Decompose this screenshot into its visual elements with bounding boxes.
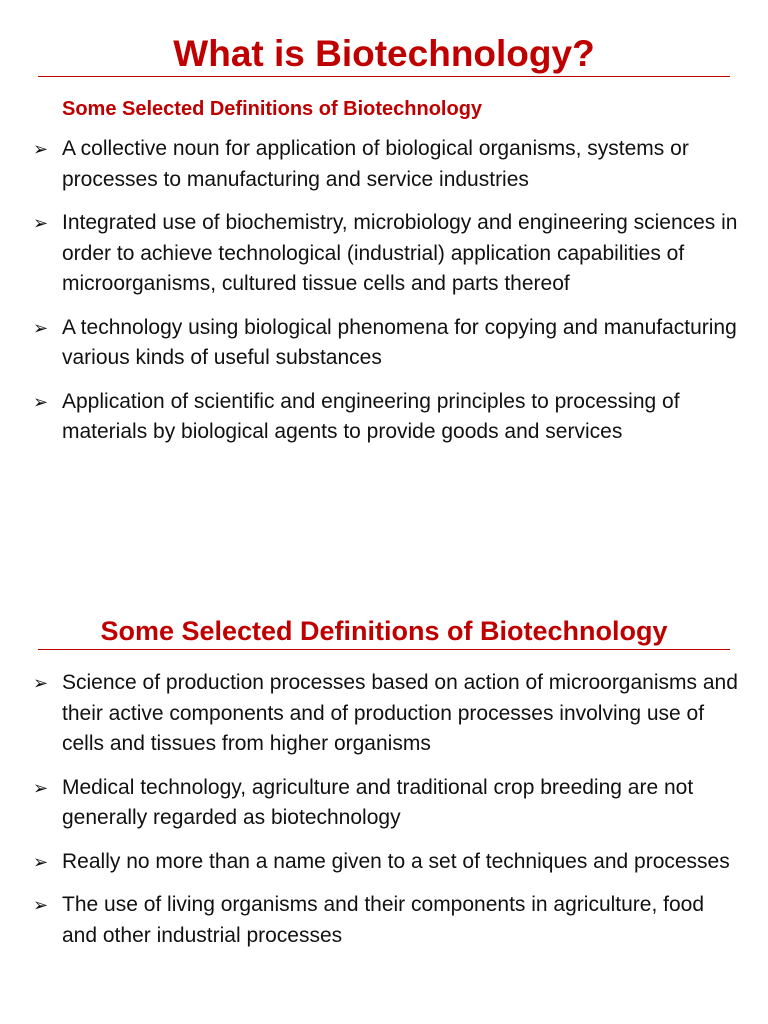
list-item [0,668,768,760]
list-item [0,134,768,195]
list-item-text: Application of scientific and engineering principles to processing of materials by biological agents to provide goods and services [62,389,680,443]
list-item-text: Science of production processes based on action of microorganisms and their active components and of production processes involving use of cells and tissues from higher organisms [62,671,738,755]
title-underline [38,76,730,77]
arrow-bullet-icon: ➢ [33,851,49,872]
list-item [0,773,768,834]
list-item [0,890,768,951]
list-item-text: A collective noun for application of biological organisms, systems or processes to manufacturing and service industries [62,137,689,191]
arrow-bullet-icon: ➢ [33,895,49,915]
list-item [0,208,768,300]
list-item-text: Really no more than a name given to a set of techniques and processes [62,849,730,873]
arrow-bullet-icon: ➢ [33,391,49,412]
list-item-text: The use of living organisms and their components in agriculture, food and other industrial processes [62,893,705,947]
arrow-bullet-icon: ➢ [33,673,49,693]
definition-list [0,668,768,951]
list-item-text: Medical technology, agriculture and traditional crop breeding are not generally regarded as biotechnology [62,775,694,829]
list-item-text: Integrated use of biochemistry, microbiology and engineering sciences in order to achieve technological (industrial) application capabilities of microorganisms, cultured tissue cells and parts thereof [62,211,738,295]
arrow-bullet-icon: ➢ [33,777,49,798]
arrow-bullet-icon: ➢ [33,139,49,159]
slide-subtitle: Some Selected Definitions of Biotechnology [62,98,483,120]
list-item [0,313,768,374]
list-item [0,847,768,878]
slide-selected-definitions [0,600,768,1024]
list-item-text: A technology using biological phenomena for copying and manufacturing various kinds of useful substances [62,315,737,369]
slide-title: Some Selected Definitions of Biotechnology [100,616,668,646]
arrow-bullet-icon: ➢ [33,213,49,233]
list-item [0,387,768,448]
arrow-bullet-icon: ➢ [33,317,49,338]
definition-list [0,134,768,448]
title-underline [38,649,730,650]
slide-title: What is Biotechnology? [173,33,595,74]
